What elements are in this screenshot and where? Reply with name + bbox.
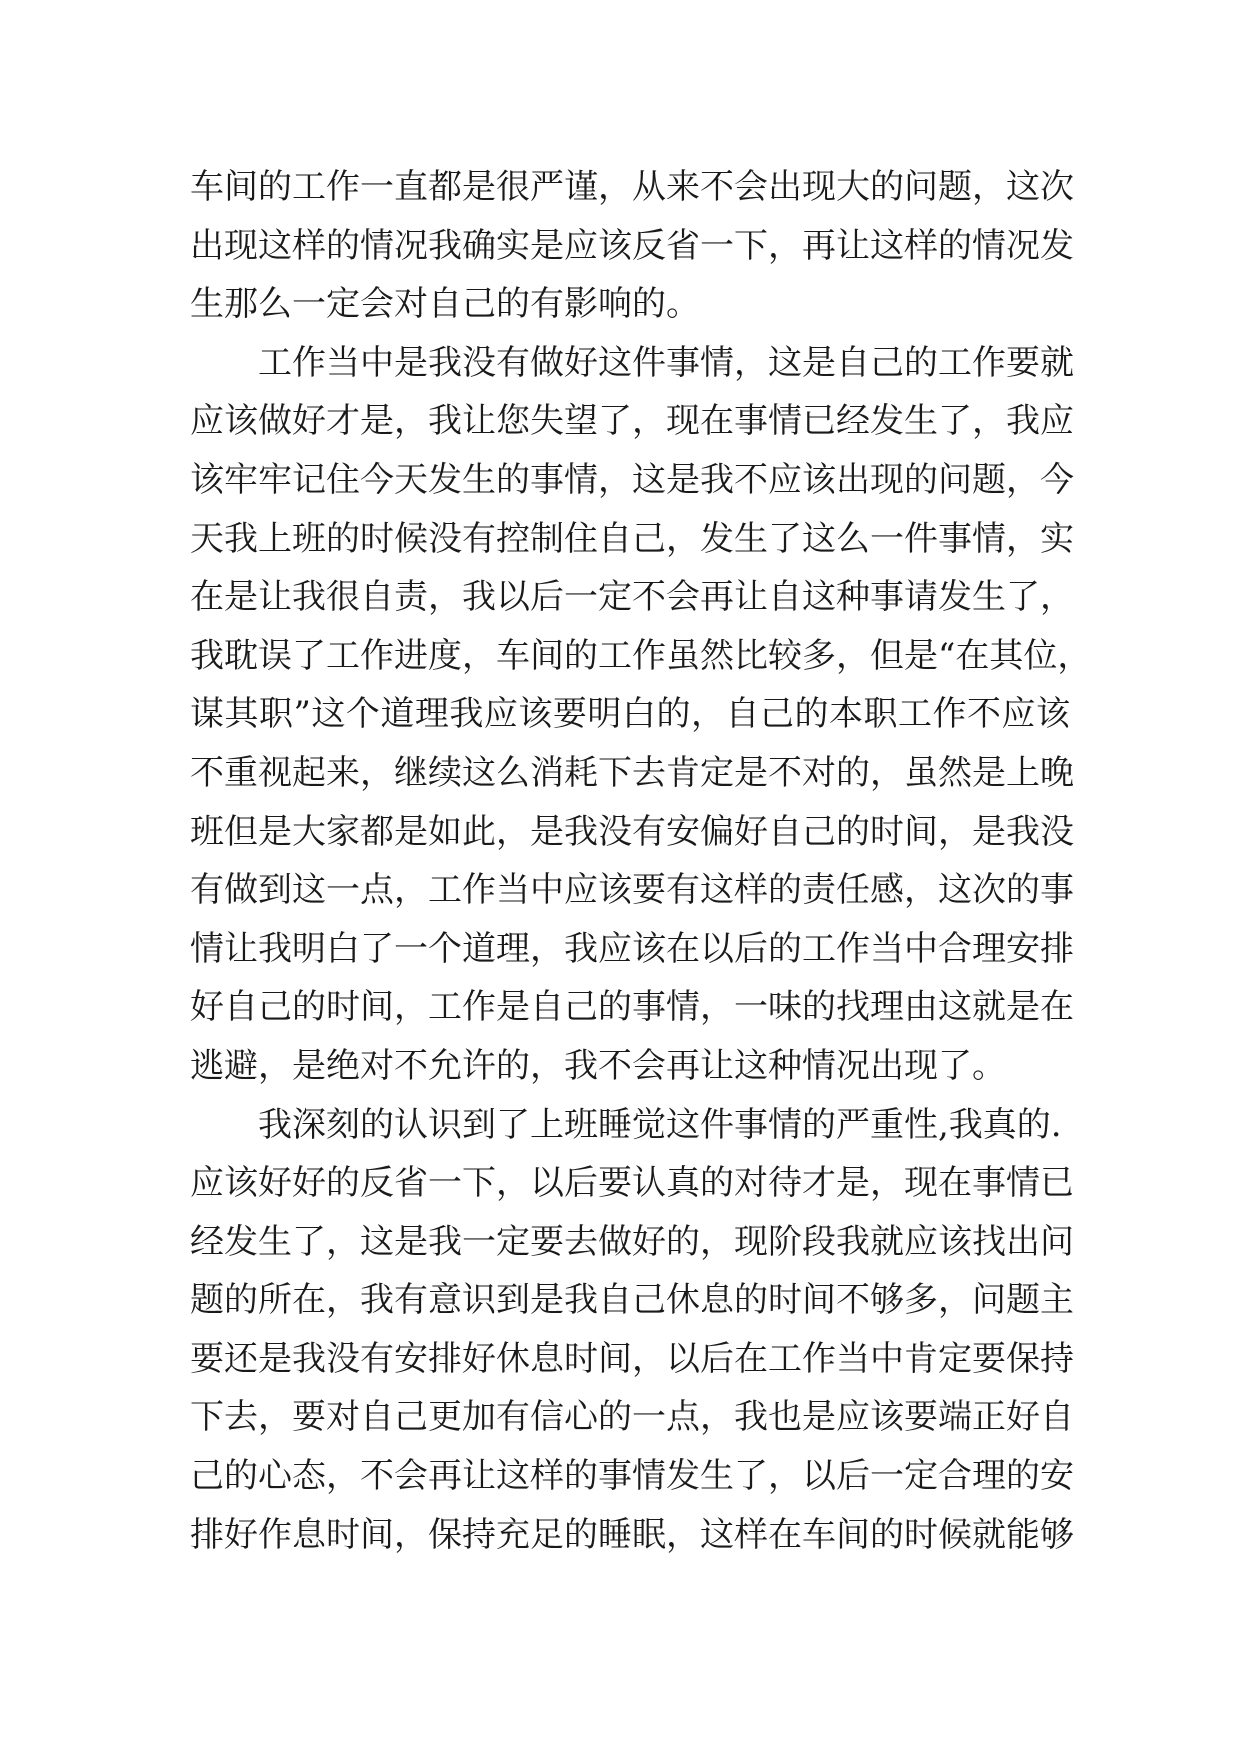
text-line: 在是让我很自责，我以后一定不会再让自这种事请发生了，	[190, 577, 1074, 618]
text-line: 谋其职”这个道理我应该要明白的，自己的本职工作不应该	[190, 694, 1070, 735]
text-line: 我耽误了工作进度，车间的工作虽然比较多，但是“在其位，	[190, 635, 1092, 676]
text-line: 不重视起来，继续这么消耗下去肯定是不对的，虽然是上晚	[190, 752, 1074, 793]
text-line: 出现这样的情况我确实是应该反省一下，再让这样的情况发	[190, 225, 1074, 266]
text-line: 逃避，是绝对不允许的，我不会再让这种情况出现了。	[190, 1045, 1006, 1086]
text-line: 车间的工作一直都是很严谨，从来不会出现大的问题，这次	[190, 167, 1074, 207]
text-line: 应该做好才是，我让您失望了，现在事情已经发生了，我应	[190, 401, 1074, 442]
text-line: 题的所在，我有意识到是我自己休息的时间不够多，问题主	[190, 1280, 1074, 1321]
text-line: 应该好好的反省一下，以后要认真的对待才是，现在事情已	[190, 1163, 1074, 1204]
text-line: 己的心态，不会再让这样的事情发生了，以后一定合理的安	[190, 1456, 1074, 1497]
paragraph-first-line: 工作当中是我没有做好这件事情，这是自己的工作要就	[258, 342, 1074, 383]
text-line: 要还是我没有安排好休息时间，以后在工作当中肯定要保持	[190, 1338, 1074, 1379]
text-line: 情让我明白了一个道理，我应该在以后的工作当中合理安排	[190, 928, 1074, 969]
text-line: 该牢牢记住今天发生的事情，这是我不应该出现的问题，今	[190, 459, 1074, 500]
document-body	[190, 158, 1092, 1564]
text-line: 天我上班的时候没有控制住自己，发生了这么一件事情，实	[190, 518, 1074, 559]
text-line: 好自己的时间，工作是自己的事情，一味的找理由这就是在	[190, 987, 1074, 1028]
text-line: 有做到这一点，工作当中应该要有这样的责任感，这次的事	[190, 870, 1074, 911]
text-line: 下去，要对自己更加有信心的一点，我也是应该要端正好自	[190, 1397, 1074, 1438]
text-line: 班但是大家都是如此，是我没有安偏好自己的时间，是我没	[190, 811, 1074, 852]
text-line: 生那么一定会对自己的有影响的。	[190, 284, 700, 325]
paragraph-first-line: 我深刻的认识到了上班睡觉这件事情的严重性,我真的.	[258, 1104, 1062, 1145]
text-line: 排好作息时间，保持充足的睡眠，这样在车间的时候就能够	[190, 1514, 1074, 1555]
text-line: 经发生了，这是我一定要去做好的，现阶段我就应该找出问	[190, 1221, 1074, 1262]
